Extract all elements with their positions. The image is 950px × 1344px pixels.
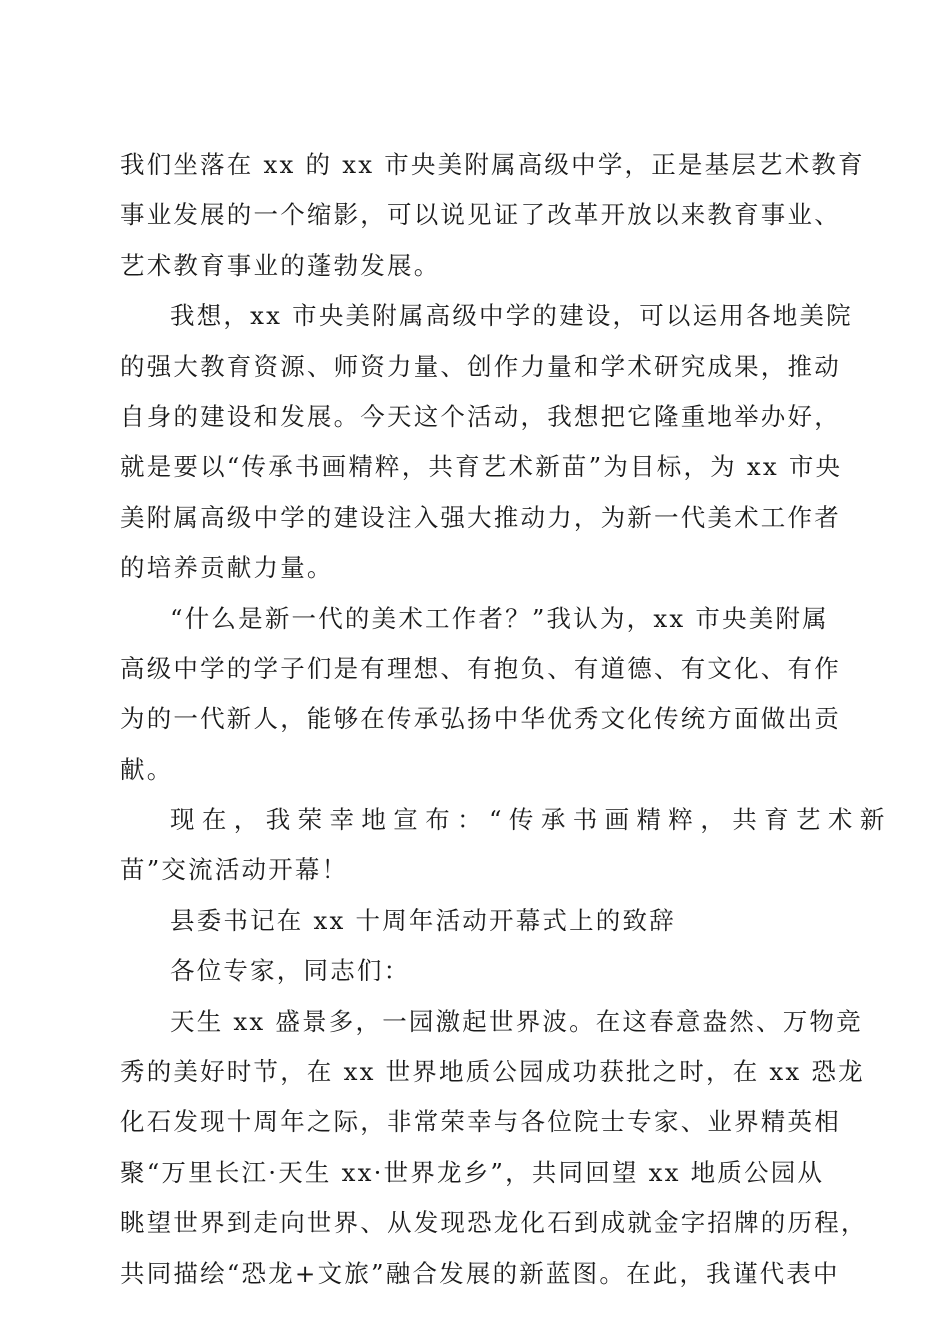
text-line: 献。 (120, 754, 174, 784)
document-body (120, 140, 892, 1299)
text-line: 的强大教育资源、师资力量、创作力量和学术研究成果，推动 (120, 351, 841, 381)
text-line: 秀的美好时节，在 xx 世界地质公园成功获批之时，在 xx 恐龙 (120, 1057, 865, 1087)
text-line: 眺望世界到走向世界、从发现恐龙化石到成就金字招牌的历程， (120, 1208, 868, 1238)
text-line: 艺术教育事业的蓬勃发展。 (120, 250, 441, 280)
text-line: 天生 xx 盛景多，一园激起世界波。在这春意盎然、万物竞 (170, 1006, 863, 1036)
text-line: 化石发现十周年之际，非常荣幸与各位院士专家、业界精英相 (120, 1107, 841, 1137)
text-line: 共同描绘“恐龙+文旅”融合发展的新蓝图。在此，我谨代表中 (120, 1258, 840, 1288)
speech-title: 县委书记在 xx 十周年活动开幕式上的致辞 (170, 905, 676, 935)
salutation: 各位专家，同志们： (170, 956, 411, 986)
text-line: 我们坐落在 xx 的 xx 市央美附属高级中学，正是基层艺术教育 (120, 150, 865, 179)
text-line: 的培养贡献力量。 (120, 553, 334, 583)
text-line: 现在，我荣幸地宣布：“传承书画精粹，共育艺术新 (170, 805, 892, 835)
text-line: 聚“万里长江·天生 xx·世界龙乡”，共同回望 xx 地质公园从 (120, 1157, 825, 1187)
text-line: 自身的建设和发展。今天这个活动，我想把它隆重地举办好， (120, 401, 841, 431)
text-line: 高级中学的学子们是有理想、有抱负、有道德、有文化、有作 (120, 653, 841, 683)
text-line: 事业发展的一个缩影，可以说见证了改革开放以来教育事业、 (120, 200, 841, 230)
text-line: 为的一代新人，能够在传承弘扬中华优秀文化传统方面做出贡 (120, 704, 841, 734)
text-line: 就是要以“传承书画精粹，共育艺术新苗”为目标，为 xx 市央 (120, 452, 843, 482)
text-line: 我想，xx 市央美附属高级中学的建设，可以运用各地美院 (170, 301, 853, 331)
text-line: 美附属高级中学的建设注入强大推动力，为新一代美术工作者 (120, 502, 841, 532)
text-line: “什么是新一代的美术工作者？”我认为，xx 市央美附属 (170, 603, 829, 633)
text-line: 苗”交流活动开幕！ (120, 855, 349, 885)
